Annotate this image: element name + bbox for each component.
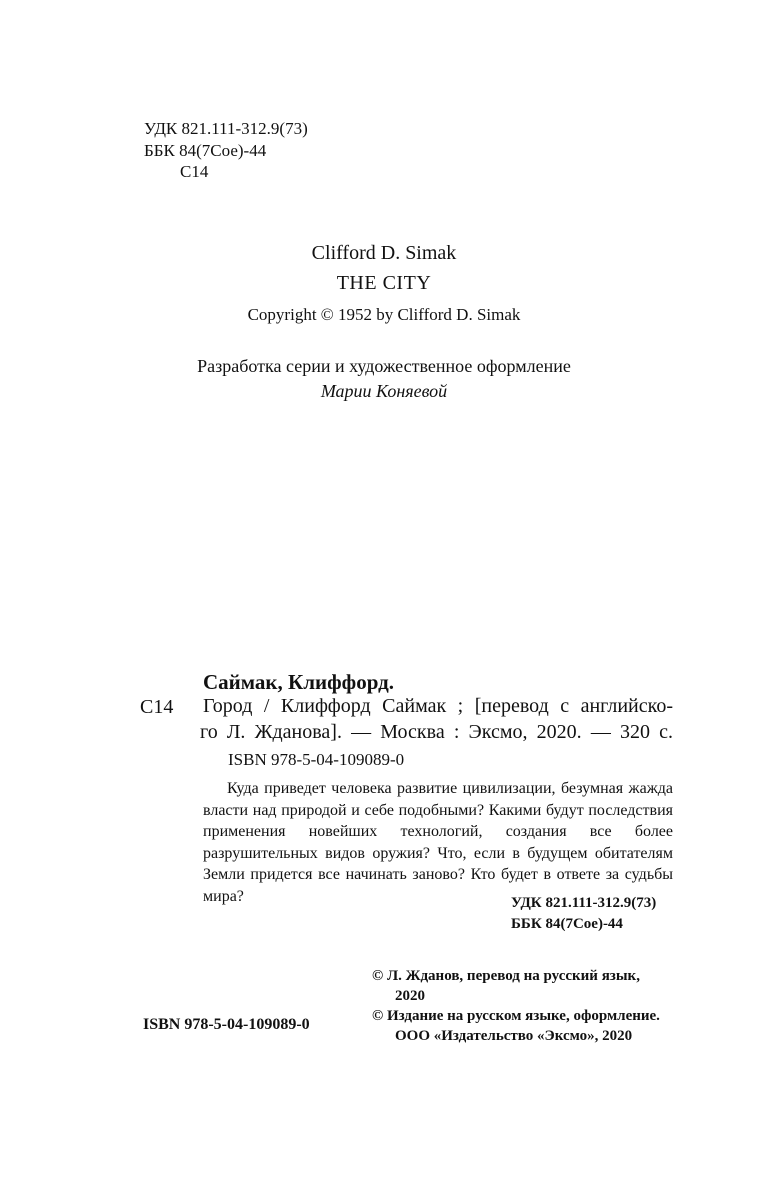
biblio-line-1: Город / Клиффорд Саймак ; [перевод с английско- — [203, 695, 673, 717]
original-title: THE CITY — [336, 272, 432, 294]
edition-copyright-line-2: ООО «Издательство «Эксмо», 2020 — [395, 1028, 633, 1044]
isbn-entry: ISBN 978-5-04-109089-0 — [228, 750, 405, 769]
annotation — [203, 778, 673, 907]
biblio-line-2: го Л. Жданова]. — Москва : Эксмо, 2020. — 320 с. — [200, 721, 673, 743]
edition-copyright-line-1: © Издание на русском языке, оформление. — [372, 1008, 660, 1024]
copyright-block — [372, 966, 660, 1046]
catalog-heading: Саймак, Клиффорд. — [203, 670, 394, 694]
author-sign-code: С14 — [140, 696, 174, 718]
translation-copyright-line-1: © Л. Жданов, перевод на русский язык, — [372, 968, 640, 984]
udk-code-bottom — [511, 893, 656, 935]
udk-code-top — [144, 118, 308, 162]
original-author: Clifford D. Simak — [311, 242, 457, 264]
bibliographic-description — [200, 693, 673, 745]
udk-line-bottom: УДК 821.111-312.9(73) — [511, 895, 657, 911]
translation-copyright-line-2: 2020 — [395, 988, 425, 1004]
bbk-line-bottom: ББК 84(7Сое)-44 — [511, 916, 623, 932]
udk-line: УДК 821.111-312.9(73) — [144, 119, 308, 138]
series-design-credit: Разработка серии и художественное оформление — [197, 356, 571, 376]
annotation-text: Куда приведет человека развитие цивилизации, безумная жажда власти над природой и себе подобными? Какими будут последствия применения новейших технологий, создания все более разрушительных видов оружия? Что, если в будущем обитателям Земли придется все начинать заново? Кто будет в ответе за судьбы мира? — [203, 780, 673, 905]
original-copyright: Copyright © 1952 by Clifford D. Simak — [247, 305, 521, 324]
isbn-bottom: ISBN 978-5-04-109089-0 — [143, 1016, 310, 1033]
bbk-line: ББК 84(7Сое)-44 — [144, 141, 267, 160]
designer-name: Марии Коняевой — [320, 381, 448, 401]
author-sign-code-top: С14 — [180, 162, 209, 181]
